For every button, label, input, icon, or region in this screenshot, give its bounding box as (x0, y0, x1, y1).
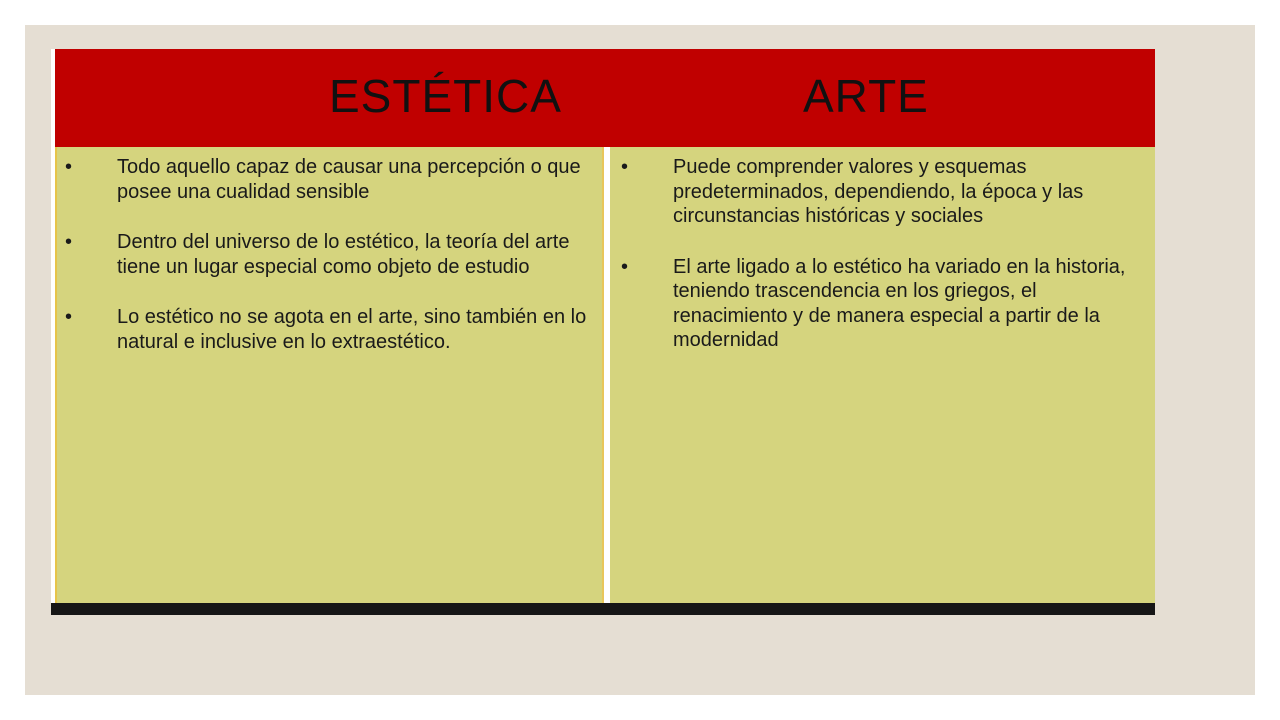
bullet-icon: • (65, 231, 73, 253)
list-item (621, 255, 1141, 353)
comparison-table (51, 49, 1155, 615)
list-item-text: Todo aquello capaz de causar una percepción o que posee una cualidad sensible (117, 156, 581, 203)
slide (25, 25, 1255, 695)
list-item (65, 155, 595, 204)
list-item (65, 230, 595, 279)
list-item-text: Lo estético no se agota en el arte, sino también en lo natural e inclusive en lo extraestético. (117, 306, 587, 353)
header-title-arte: ARTE (803, 70, 929, 122)
header-title-estetica: ESTÉTICA (329, 70, 562, 122)
list-item-text: Dentro del universo de lo estético, la teoría del arte tiene un lugar especial como objeto de estudio (117, 231, 570, 278)
table-left-accent (55, 147, 57, 605)
table-bottom-bar (51, 603, 1155, 615)
table-header (55, 49, 1155, 147)
estetica-column (65, 155, 595, 380)
bullet-icon: • (65, 306, 73, 328)
list-item (621, 155, 1141, 229)
bullet-icon: • (621, 255, 629, 278)
list-item-text: Puede comprender valores y esquemas predeterminados, dependiendo, la época y las circunstancias históricas y sociales (673, 156, 1084, 227)
list-item (65, 305, 595, 354)
bullet-icon: • (621, 156, 629, 178)
column-divider (604, 147, 610, 605)
list-item-text: El arte ligado a lo estético ha variado en la historia, teniendo trascendencia en los griegos, el renacimiento y de manera especial a partir de la modernidad (673, 255, 1126, 351)
bullet-icon: • (65, 156, 73, 178)
arte-column (621, 155, 1141, 379)
